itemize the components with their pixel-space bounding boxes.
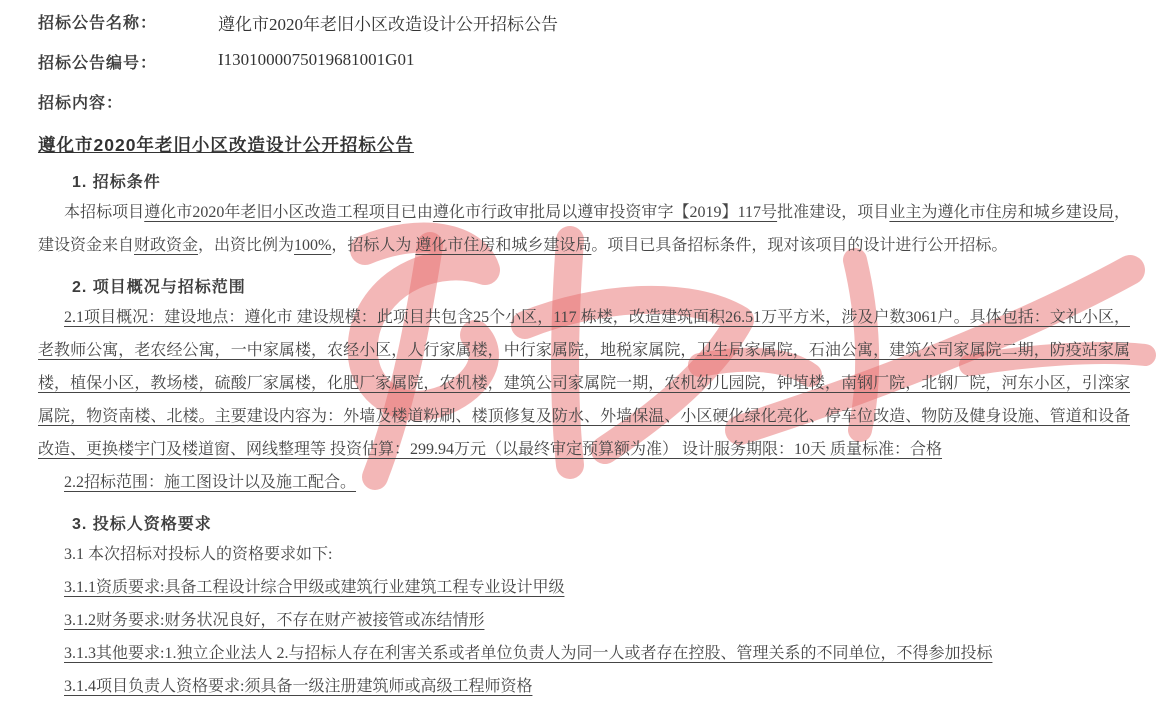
qualification-item: 3.1.3其他要求:1.独立企业法人 2.与招标人存在利害关系或者单位负责人为同一人或者存在控股、管理关系的不同单位，不得参加投标 <box>64 645 993 662</box>
project-overview-paragraph: 2.1项目概况：建设地点：遵化市 建设规模：此项目共包含25个小区，117 栋楼，改造建筑面积26.51万平方米，涉及户数3061户。具体包括：文礼小区，老教师公寓，老农经公寓，一中家属楼，农经小区，人行家属楼，中行家属院，地税家属院，卫生局家属院，石油公寓，建筑公司家属院二期，防疫站家属楼，植保小区，教场楼，硫酸厂家属楼，化肥厂家属院，农机楼，建筑公司家属院一期，农机幼儿园院，钟埴楼，南钢厂院，北钢厂院，河东小区，引滦家属院，物资南楼、北楼。主要建设内容为：外墙及楼道粉刷、楼顶修复及防水、外墙保温、小区硬化绿化亮化、停车位改造、物防及健身设施、管道和设备改造、更换楼宇门及楼道窗、网线整理等 投资估算：299.94万元（以最终审定预算额为准） 设计服务期限：10天 质量标准：合格 <box>38 309 1130 458</box>
section-1-heading: 1. 招标条件 <box>72 174 161 191</box>
section-1-paragraph: 本招标项目遵化市2020年老旧小区改造工程项目已由遵化市行政审批局以遵审投资审字【2019】117号批准建设，项目业主为遵化市住房和城乡建设局，建设资金来自财政资金，出资比例为100%，招标人为 遵化市住房和城乡建设局。项目已具备招标条件，现对该项目的设计进行公开招标。 <box>38 204 1130 254</box>
meta-row-content <box>38 90 1162 130</box>
document-title: 遵化市2020年老旧小区改造设计公开招标公告 <box>38 135 414 155</box>
qualification-intro: 3.1 本次招标对投标人的资格要求如下: <box>64 546 333 563</box>
announcement-content-label: 招标内容： <box>38 95 124 112</box>
meta-row-name <box>38 10 1162 50</box>
announcement-number-value: I1301000075019681001G01 <box>218 50 415 69</box>
section-3-heading: 3. 投标人资格要求 <box>72 516 212 533</box>
section-2-heading: 2. 项目概况与招标范围 <box>72 279 246 296</box>
qualification-item: 3.1.2财务要求:财务状况良好，不存在财产被接管或冻结情形 <box>64 612 485 629</box>
meta-row-number <box>38 50 1162 90</box>
tender-scope-paragraph: 2.2招标范围：施工图设计以及施工配合。 <box>64 474 357 491</box>
qualification-item: 3.1.4项目负责人资格要求:须具备一级注册建筑师或高级工程师资格 <box>64 678 533 695</box>
qualification-item: 3.1.1资质要求:具备工程设计综合甲级或建筑行业建筑工程专业设计甲级 <box>64 579 565 596</box>
announcement-meta <box>0 0 1162 130</box>
announcement-name-value: 遵化市2020年老旧小区改造设计公开招标公告 <box>218 15 558 34</box>
announcement-number-label: 招标公告编号： <box>38 55 158 72</box>
announcement-name-label: 招标公告名称： <box>38 15 158 32</box>
